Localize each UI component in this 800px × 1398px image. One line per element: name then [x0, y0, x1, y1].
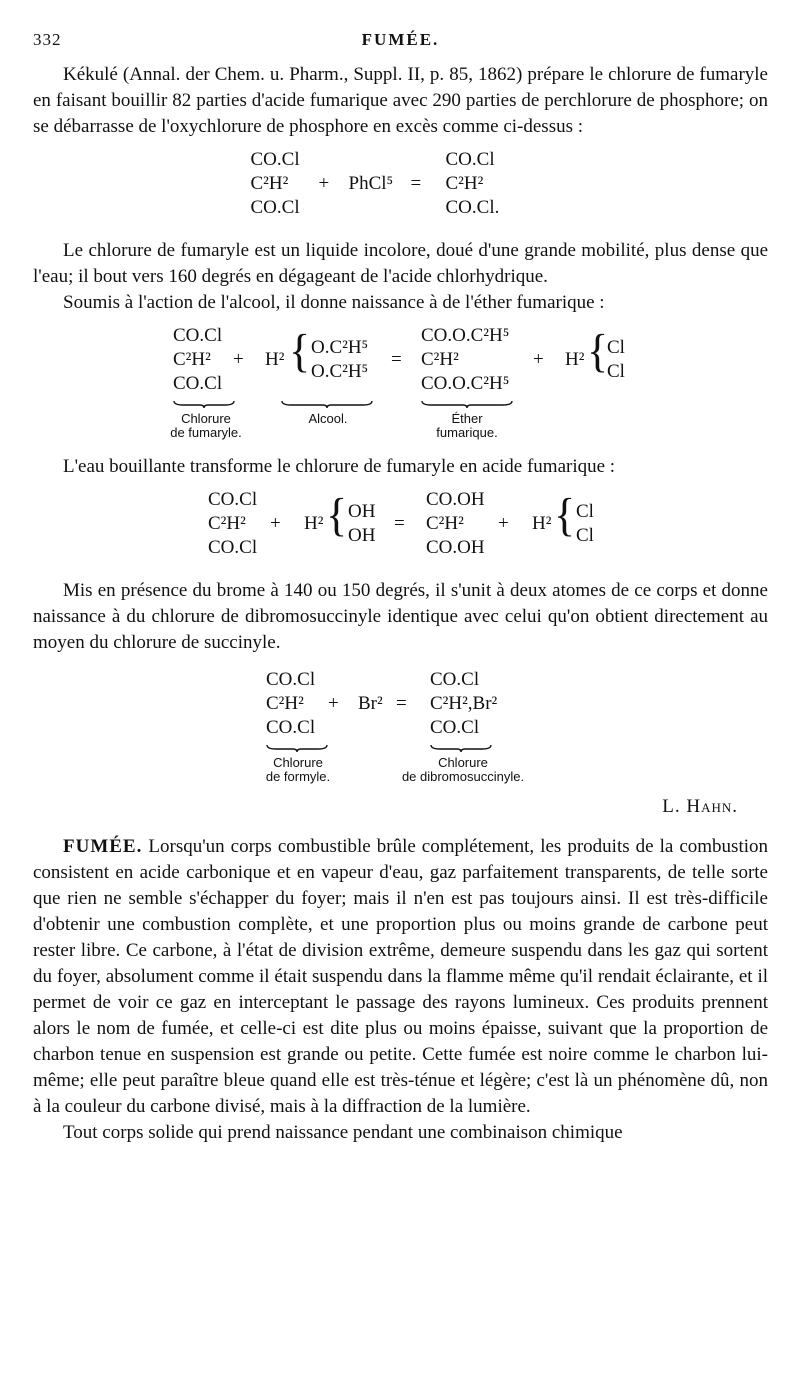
eq2-l3: CO.Cl — [173, 373, 223, 394]
eq4-underbrace-1 — [266, 744, 328, 752]
equation-fumaric-ether — [170, 324, 633, 450]
eq2-right-brace: { — [587, 325, 609, 378]
equation-fumaryl-chloride — [251, 148, 551, 228]
eq3-l3: CO.Cl — [208, 537, 258, 558]
eq2-r1: CO.O.C²H⁵ — [421, 325, 510, 346]
eq3-left-brace: { — [326, 489, 348, 542]
article-headword: FUMÉE. — [63, 836, 143, 857]
eq3-cl2: Cl — [576, 525, 594, 546]
eq3-h: H² — [304, 513, 324, 534]
eq4-r2: C²H²,Br² — [430, 693, 498, 714]
paragraph-alcohol: Soumis à l'action de l'alcool, il donne naissance à de l'éther fumarique : — [63, 292, 605, 313]
eq3-r1: CO.OH — [426, 489, 485, 510]
running-title: FUMÉE. — [361, 30, 440, 49]
author-signature: L. Hahn. — [662, 796, 738, 817]
eq2-cl2: Cl — [607, 361, 625, 382]
eq2-h2: H² — [565, 349, 585, 370]
eq4-underbrace-2 — [430, 744, 492, 752]
eq1-l3: CO.Cl — [250, 197, 300, 218]
eq4-label-1a: Chlorure — [273, 755, 323, 770]
intro-paragraph: Kékulé (Annal. der Chem. u. Pharm., Suppl. II, p. 85, 1862) prépare le chlorure de fumaryle en faisant bouillir 82 parties d'acide fumarique avec 290 parties de perchlorure de phosphore; on se débarrasse de l'oxychlorure de phosphore en excès comme ci-dessus : — [33, 64, 768, 137]
equation-fumaric-acid — [208, 488, 608, 564]
eq2-label-1a: Chlorure — [181, 411, 231, 426]
article-body: Lorsqu'un corps combustible brûle complétement, les produits de la combustion consistent en acide carbonique et en vapeur d'eau, gaz parfaitement transparents, de telle sorte que rien ne semble s'échapper du foyer; mais il n'en est pas toujours ainsi. Il est très-difficile d'obtenir une combustion complète, et une proportion plus ou moins grande de carbone peut rester libre. Ce carbone, à l'état de division extrême, demeure suspendu dans les gaz qui sortent du foyer, absolument comme il était suspendu dans la flamme même qu'il rendait éclairante, et il permet de voir ce gaz en interceptant le passage des rayons lumineux. Ces produits prennent alors le nom de fumée, et celle-ci est dite plus ou moins épaisse, suivant que la proportion de charbon tenue en suspension est grande ou petite. Cette fumée est noire comme le charbon lui-même; elle peut paraître bleue quand elle est très-ténue et légère; c'est là un phénomène dû, non à la couleur du carbone divisé, mais à la diffraction de la lumière. — [33, 836, 769, 1117]
document-page — [33, 28, 768, 1146]
equation-dibromosuccinyl — [248, 668, 578, 794]
eq2-underbrace-3 — [421, 400, 513, 408]
eq3-right-brace: { — [554, 489, 576, 542]
eq3-o2: OH — [348, 525, 376, 546]
eq2-cl1: Cl — [607, 337, 625, 358]
eq2-label-1 — [161, 412, 251, 440]
eq2-label-3a: Éther — [451, 411, 483, 426]
eq1-r2: C²H² — [445, 173, 484, 194]
eq2-plus2: + — [533, 349, 544, 370]
eq2-h: H² — [265, 349, 285, 370]
eq4-l1: CO.Cl — [266, 669, 316, 690]
eq4-l3: CO.Cl — [266, 717, 316, 738]
eq2-left-brace: { — [289, 325, 311, 378]
eq4-label-1 — [236, 756, 360, 784]
eq2-r2: C²H² — [421, 349, 459, 370]
eq3-equals: = — [394, 513, 405, 534]
eq3-cl1: Cl — [576, 501, 594, 522]
paragraph-properties: Le chlorure de fumaryle est un liquide incolore, doué d'une grande mobilité, plus dense que l'eau; il bout vers 160 degrés en dégageant de l'acide chlorhydrique. — [33, 240, 768, 287]
paragraph-bromine: Mis en présence du brome à 140 ou 150 degrés, il s'unit à deux atomes de ce corps et donne naissance à du chlorure de dibromosuccinyle identique avec celui qu'on obtient directement au moyen du chlorure de succinyle. — [33, 580, 768, 653]
eq2-label-3b: fumarique. — [436, 425, 498, 440]
eq4-plus: + — [328, 693, 339, 714]
eq4-r1: CO.Cl — [430, 669, 480, 690]
eq2-label-2: Alcool. — [308, 411, 348, 426]
eq2-label-3 — [421, 412, 513, 440]
eq2-underbrace-2 — [281, 400, 373, 408]
eq3-plus1: + — [270, 513, 281, 534]
eq2-o2: O.C²H⁵ — [311, 361, 369, 382]
eq2-underbrace-1 — [173, 400, 235, 408]
eq3-plus2: + — [498, 513, 509, 534]
eq3-r3: CO.OH — [426, 537, 485, 558]
article-fumee — [33, 834, 768, 1120]
eq1-reagent: PhCl⁵ — [348, 173, 394, 194]
eq1-r1: CO.Cl — [445, 149, 495, 170]
eq3-o1: OH — [348, 501, 376, 522]
eq2-equals: = — [391, 349, 402, 370]
eq3-r2: C²H² — [426, 513, 464, 534]
eq2-l2: C²H² — [173, 349, 211, 370]
last-line: Tout corps solide qui prend naissance pendant une combinaison chimique — [63, 1122, 623, 1143]
page-number: 332 — [33, 30, 62, 49]
eq4-label-2b: de dibromosuccinyle. — [401, 769, 525, 784]
eq1-equals: = — [410, 173, 422, 194]
eq4-r3: CO.Cl — [430, 717, 480, 738]
eq1-l1: CO.Cl — [250, 149, 300, 170]
eq2-plus1: + — [233, 349, 244, 370]
eq4-l2: C²H² — [266, 693, 304, 714]
eq4-equals: = — [396, 693, 407, 714]
eq3-h2: H² — [532, 513, 552, 534]
eq1-l2: C²H² — [250, 173, 289, 194]
eq2-r3: CO.O.C²H⁵ — [421, 373, 510, 394]
eq2-label-1b: de fumaryle. — [170, 425, 242, 440]
paragraph-water: L'eau bouillante transforme le chlorure de fumaryle en acide fumarique : — [63, 456, 616, 477]
eq4-label-2a: Chlorure — [438, 755, 488, 770]
eq3-l1: CO.Cl — [208, 489, 258, 510]
eq1-plus: + — [318, 173, 330, 194]
running-header — [33, 28, 768, 56]
eq1-r3: CO.Cl. — [445, 197, 500, 218]
eq2-l1: CO.Cl — [173, 325, 223, 346]
eq4-br: Br² — [358, 693, 383, 714]
eq2-o1: O.C²H⁵ — [311, 337, 369, 358]
eq3-l2: C²H² — [208, 513, 246, 534]
eq4-label-1b: de formyle. — [265, 769, 331, 784]
eq4-label-2 — [388, 756, 538, 784]
